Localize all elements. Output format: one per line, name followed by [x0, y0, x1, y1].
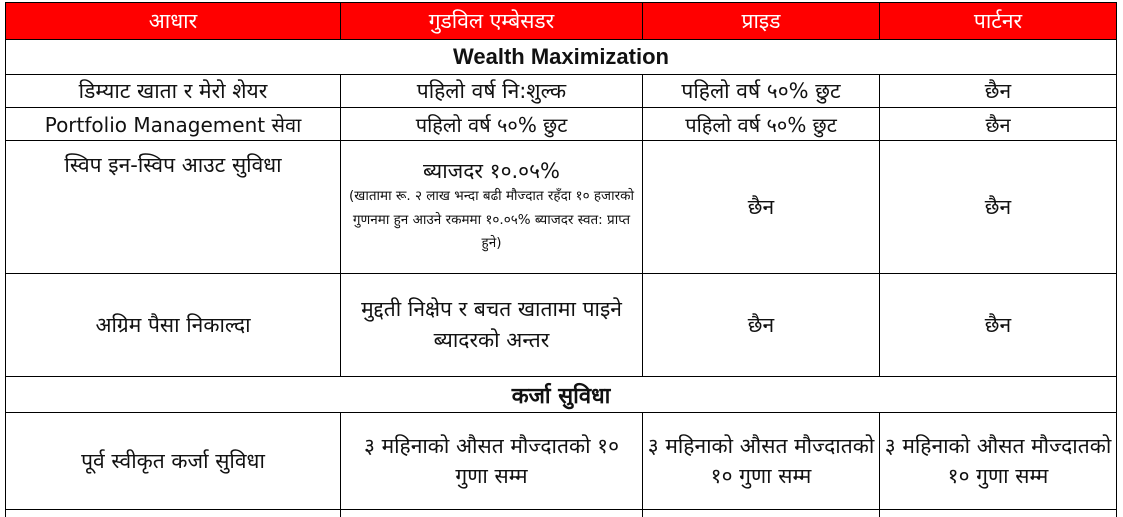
partner-cell: छैन — [880, 108, 1117, 141]
benefits-comparison-table — [5, 2, 1117, 517]
feature-cell: स्विप इन-स्विप आउट सुविधा — [6, 141, 341, 274]
partner-cell — [880, 510, 1117, 517]
table-row — [6, 274, 1117, 377]
table-row-cut-off — [6, 510, 1117, 517]
feature-cell: Portfolio Management सेवा — [6, 108, 341, 141]
goodwill-cell: पहिलो वर्ष नि:शुल्क — [341, 75, 643, 108]
goodwill-cell: ३ महिनाको औसत मौज्दातको १० गुणा सम्म — [341, 413, 643, 510]
pride-cell — [643, 510, 880, 517]
partner-cell: छैन — [880, 274, 1117, 377]
table-row — [6, 141, 1117, 274]
goodwill-cell — [341, 510, 643, 517]
partner-cell: छैन — [880, 141, 1117, 274]
pride-cell: छैन — [643, 141, 880, 274]
interest-rate-text: ब्याजदर १०.०५% — [423, 158, 560, 183]
pride-cell: पहिलो वर्ष ५०% छुट — [643, 75, 880, 108]
table-row — [6, 108, 1117, 141]
header-row — [6, 3, 1117, 40]
partner-cell: ३ महिनाको औसत मौज्दातको १० गुणा सम्म — [880, 413, 1117, 510]
table-row — [6, 75, 1117, 108]
partner-cell: छैन — [880, 75, 1117, 108]
goodwill-cell: मुद्दती निक्षेप र बचत खातामा पाइने ब्यादरको अन्तर — [341, 274, 643, 377]
feature-cell: पूर्व स्वीकृत कर्जा सुविधा — [6, 413, 341, 510]
pride-cell: छैन — [643, 274, 880, 377]
goodwill-cell — [341, 141, 643, 274]
header-goodwill-ambassador: गुडविल एम्बेसडर — [341, 3, 643, 40]
feature-cell — [6, 510, 341, 517]
header-partner: पार्टनर — [880, 3, 1117, 40]
interest-rate-note: (खातामा रू. २ लाख भन्दा बढी मौज्दात रहँदा १० हजारको गुणनमा हुन आउने रकममा १०.०५% ब्याजदर स्वत: प्राप्त हुने) — [349, 188, 634, 252]
pride-cell: ३ महिनाको औसत मौज्दातको १० गुणा सम्म — [643, 413, 880, 510]
section-row-loan — [6, 377, 1117, 413]
pride-cell: पहिलो वर्ष ५०% छुट — [643, 108, 880, 141]
section-title-wealth-maximization: Wealth Maximization — [6, 40, 1117, 75]
feature-cell: अग्रिम पैसा निकाल्दा — [6, 274, 341, 377]
goodwill-cell: पहिलो वर्ष ५०% छुट — [341, 108, 643, 141]
header-basis: आधार — [6, 3, 341, 40]
table-row — [6, 413, 1117, 510]
section-row-wealth — [6, 40, 1117, 75]
feature-cell: डिम्याट खाता र मेरो शेयर — [6, 75, 341, 108]
header-pride: प्राइड — [643, 3, 880, 40]
section-title-loan-facility: कर्जा सुविधा — [6, 377, 1117, 413]
